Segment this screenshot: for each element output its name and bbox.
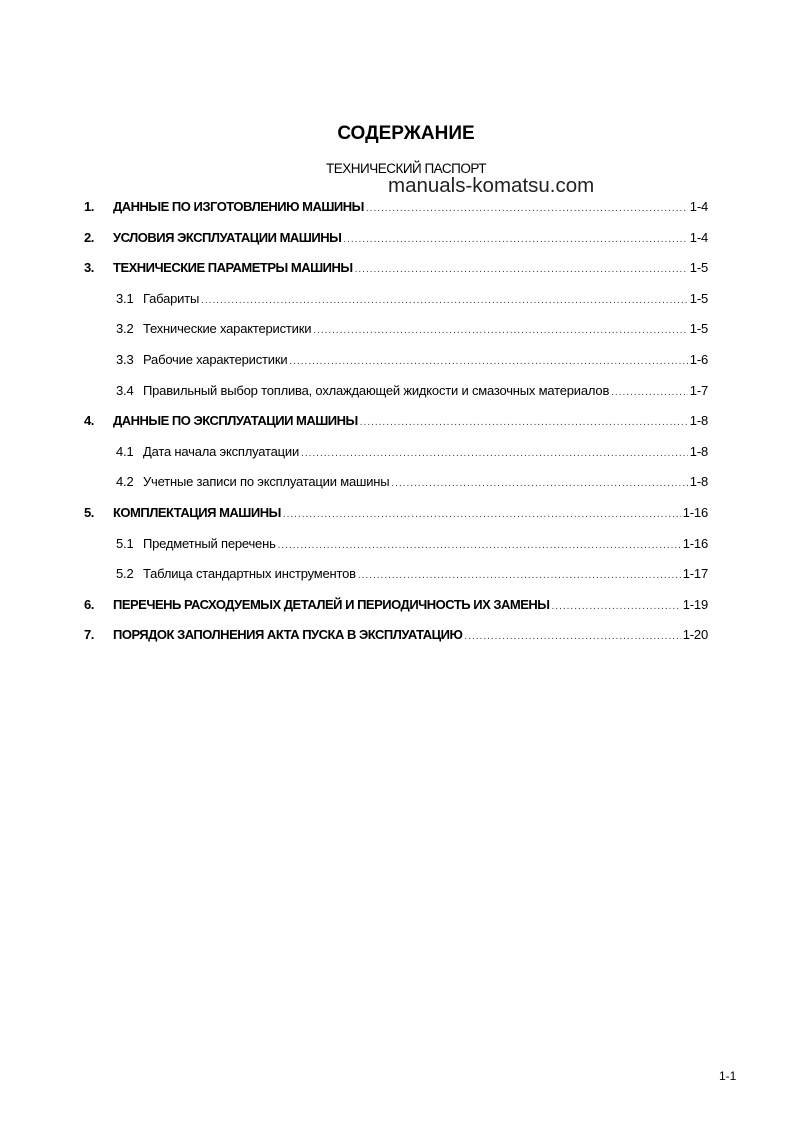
toc-entry-label: КОМПЛЕКТАЦИЯ МАШИНЫ bbox=[113, 505, 281, 520]
toc-entry-label: Технические характеристики bbox=[143, 321, 312, 337]
toc-entry-page: 1-4 bbox=[689, 229, 708, 245]
toc-entry-number: 4.1 bbox=[116, 443, 134, 459]
dot-leader bbox=[289, 356, 687, 367]
toc-entry-number: 4.2 bbox=[116, 474, 134, 490]
toc-entry[interactable] bbox=[84, 321, 708, 339]
watermark: manuals-komatsu.com bbox=[388, 174, 595, 197]
toc-entry-number: 3. bbox=[84, 260, 94, 276]
toc-entry-number: 3.3 bbox=[116, 352, 134, 367]
section-subtitle: ТЕХНИЧЕСКИЙ ПАСПОРТ bbox=[326, 161, 486, 176]
toc-entry[interactable] bbox=[84, 352, 708, 370]
toc-entry[interactable] bbox=[84, 566, 708, 584]
toc-entry-label: ДАННЫЕ ПО ИЗГОТОВЛЕНИЮ МАШИНЫ bbox=[113, 199, 364, 214]
dot-leader bbox=[366, 203, 688, 214]
toc-entry-page: 1-4 bbox=[689, 199, 708, 214]
toc-entry[interactable] bbox=[84, 413, 708, 431]
toc-entry-number: 3.1 bbox=[116, 290, 134, 306]
toc-entry-page: 1-20 bbox=[682, 627, 708, 643]
toc-entry-label: Дата начала эксплуатации bbox=[143, 443, 300, 459]
dot-leader bbox=[360, 417, 688, 428]
toc-entry-label: ПЕРЕЧЕНЬ РАСХОДУЕМЫХ ДЕТАЛЕЙ И ПЕРИОДИЧНОСТЬ ИХ ЗАМЕНЫ bbox=[113, 596, 550, 612]
toc-entry-label: Рабочие характеристики bbox=[143, 352, 288, 367]
toc-entry-label: Правильный выбор топлива, охлаждающей жидкости и смазочных материалов bbox=[143, 382, 610, 398]
toc-entry-label: ДАННЫЕ ПО ЭКСПЛУАТАЦИИ МАШИНЫ bbox=[113, 413, 358, 429]
toc-entry[interactable] bbox=[84, 627, 708, 645]
dot-leader bbox=[201, 295, 688, 306]
toc-entry-number: 6. bbox=[84, 596, 94, 612]
toc-entry[interactable] bbox=[84, 230, 708, 248]
page-number: 1-1 bbox=[719, 1069, 737, 1083]
page-title: СОДЕРЖАНИЕ bbox=[337, 123, 475, 144]
toc-entry-label: Габариты bbox=[143, 290, 200, 306]
toc-entry-number: 5.1 bbox=[116, 535, 134, 551]
toc-entry-label: ПОРЯДОК ЗАПОЛНЕНИЯ АКТА ПУСКА В ЭКСПЛУАТАЦИЮ bbox=[113, 627, 463, 643]
toc-entry-page: 1-8 bbox=[689, 413, 708, 429]
toc-entry[interactable] bbox=[84, 536, 708, 554]
dot-leader bbox=[358, 570, 681, 581]
toc-entry-number: 5.2 bbox=[116, 566, 134, 582]
toc-entry[interactable] bbox=[84, 260, 708, 278]
dot-leader bbox=[343, 234, 687, 245]
dot-leader bbox=[301, 448, 688, 459]
toc-entry[interactable] bbox=[84, 199, 708, 217]
toc-entry-page: 1-8 bbox=[689, 443, 708, 459]
toc-entry-number: 4. bbox=[84, 413, 94, 429]
toc-entry-label: Таблица стандартных инструментов bbox=[143, 566, 356, 582]
toc-entry-page: 1-5 bbox=[689, 260, 708, 276]
dot-leader bbox=[313, 325, 688, 336]
toc-entry-number: 5. bbox=[84, 505, 94, 520]
toc-entry[interactable] bbox=[84, 505, 708, 523]
toc-entry-number: 3.2 bbox=[116, 321, 134, 337]
toc-entry-page: 1-5 bbox=[689, 290, 708, 306]
toc-entry-page: 1-8 bbox=[689, 474, 708, 490]
toc-entry[interactable] bbox=[84, 383, 708, 401]
toc-entry-page: 1-7 bbox=[689, 382, 708, 398]
toc-entry-label: Предметный перечень bbox=[143, 535, 276, 551]
toc-entry-label: Учетные записи по эксплуатации машины bbox=[143, 474, 390, 490]
toc-entry-number: 1. bbox=[84, 199, 94, 214]
dot-leader bbox=[391, 478, 687, 489]
toc-entry-page: 1-16 bbox=[682, 505, 708, 520]
toc-entry[interactable] bbox=[84, 444, 708, 462]
toc-entry-page: 1-17 bbox=[682, 566, 708, 582]
dot-leader bbox=[355, 264, 688, 275]
dot-leader bbox=[283, 509, 681, 520]
toc-entry-number: 2. bbox=[84, 229, 94, 245]
dot-leader bbox=[464, 631, 680, 642]
toc-entry[interactable] bbox=[84, 474, 708, 492]
toc-entry-page: 1-19 bbox=[682, 596, 708, 612]
dot-leader bbox=[552, 601, 681, 612]
toc-entry[interactable] bbox=[84, 597, 708, 615]
toc-entry[interactable] bbox=[84, 291, 708, 309]
dot-leader bbox=[278, 540, 681, 551]
toc-entry-label: ТЕХНИЧЕСКИЕ ПАРАМЕТРЫ МАШИНЫ bbox=[113, 260, 353, 276]
toc-entry-label: УСЛОВИЯ ЭКСПЛУАТАЦИИ МАШИНЫ bbox=[113, 229, 342, 245]
dot-leader bbox=[611, 387, 688, 398]
toc-entry-page: 1-16 bbox=[682, 535, 708, 551]
toc-entry-number: 3.4 bbox=[116, 382, 134, 398]
toc-entry-page: 1-5 bbox=[689, 321, 708, 337]
toc-entry-page: 1-6 bbox=[689, 352, 708, 367]
toc-entry-number: 7. bbox=[84, 627, 94, 643]
